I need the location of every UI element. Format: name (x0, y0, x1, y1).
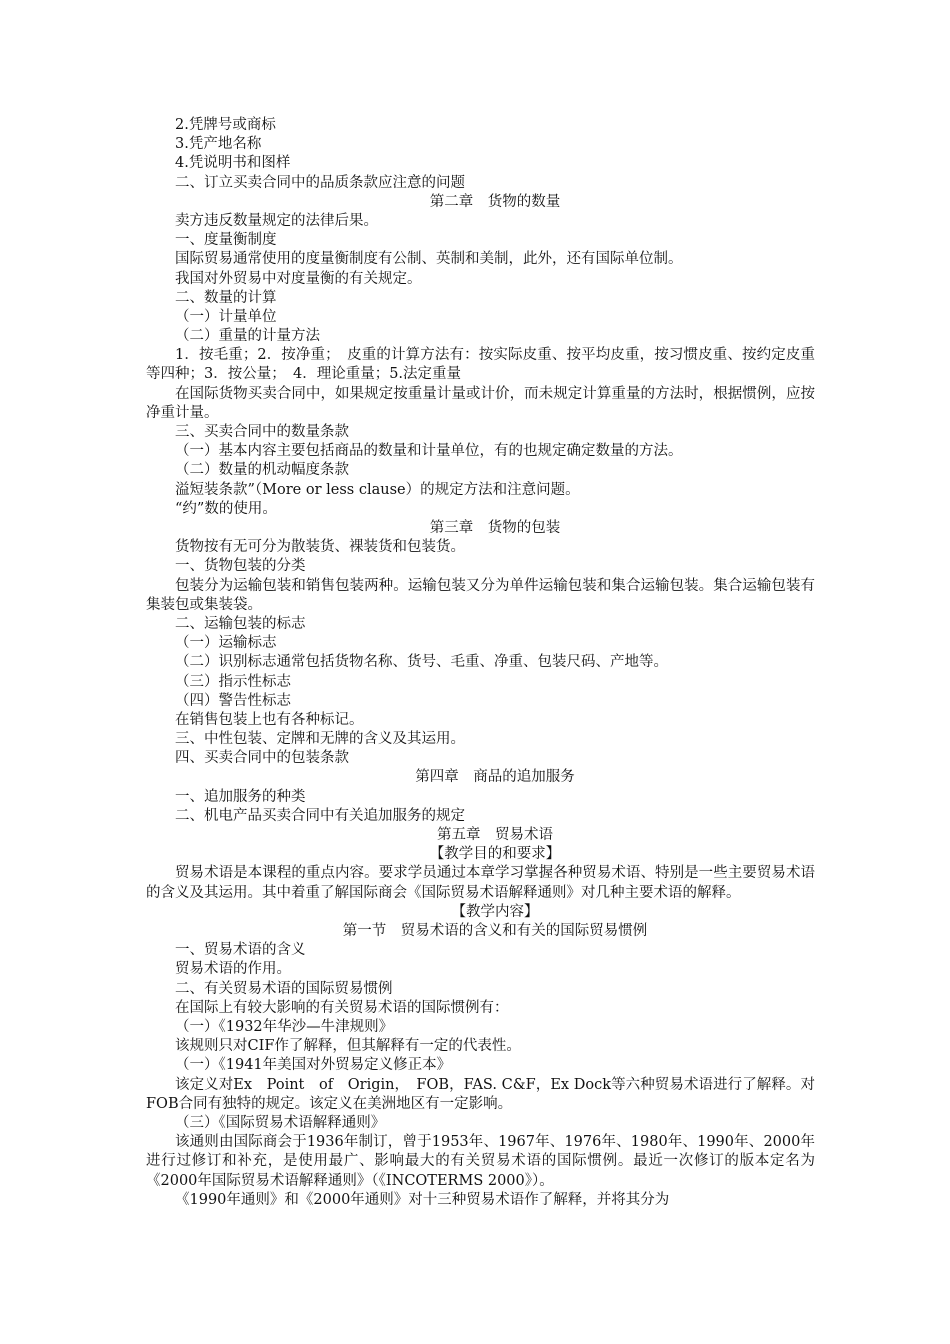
text-line: 3.凭产地名称 (175, 136, 262, 153)
text-line: （一）《1932年华沙—牛津规则》 (175, 1018, 394, 1035)
text-line: 一、度量衡制度 (175, 232, 277, 249)
heading-line: 第三章 货物的包装 (429, 520, 561, 536)
text-line: （一）运输标志 (175, 635, 277, 652)
text-line: 该通则由国际商会于1936年制订，曾于1953年、1967年、1976年、1980年、1990年、2000年进行过修订和补充，是使用最广、影响最大的有关贸易术语的国际惯例。最近一次修订的版本定名为《2000年国际贸易术语解释通则》（《INCOTERMS 2000》）。 (146, 1134, 815, 1189)
text-line: 4.凭说明书和图样 (175, 155, 291, 172)
text-line: 卖方违反数量规定的法律后果。 (175, 212, 378, 229)
heading-line: 第四章 商品的追加服务 (415, 769, 575, 786)
heading-line: 第一节 贸易术语的含义和有关的国际贸易惯例 (342, 923, 648, 939)
text-line: 溢短装条款”（More or less clause）的规定方法和注意问题。 (175, 481, 580, 498)
text-line: 一、货物包装的分类 (175, 558, 306, 575)
text-line: 货物按有无可分为散装货、裸装货和包装货。 (175, 539, 465, 556)
text-line: （二）重量的计量方法 (175, 328, 320, 345)
text-line: （一）计量单位 (175, 308, 277, 325)
text-line: 贸易术语是本课程的重点内容。要求学员通过本章学习掌握各种贸易术语、特别是一些主要贸易术语的含义及其运用。其中着重了解国际商会《国际贸易术语解释通则》对几种主要术语的解释。 (146, 865, 815, 901)
heading-line: 第五章 贸易术语 (437, 827, 553, 844)
text-line: （一）基本内容主要包括商品的数量和计量单位，有的也规定确定数量的方法。 (175, 443, 683, 460)
text-line: 2.凭牌号或商标 (175, 117, 276, 133)
text-line: 包装分为运输包装和销售包装两种。运输包装又分为单件运输包装和集合运输包装。集合运输包装有集装包或集装袋。 (146, 577, 815, 613)
text-line: 在国际货物买卖合同中，如果规定按重量计量或计价，而未规定计算重量的方法时，根据惯例，应按净重计量。 (146, 385, 815, 421)
text-line: 二、数量的计算 (175, 289, 277, 306)
text-line: （二）识别标志通常包括货物名称、货号、毛重、净重、包装尺码、产地等。 (175, 654, 668, 671)
text-line: 二、机电产品买卖合同中有关追加服务的规定 (175, 807, 465, 824)
text-line: 1．按毛重；2．按净重； 皮重的计算方法有：按实际皮重、按平均皮重，按习惯皮重、按约定皮重等四种；3．按公量； 4．理论重量；5.法定重量 (146, 347, 815, 383)
text-line: 在国际上有较大影响的有关贸易术语的国际惯例有： (175, 999, 509, 1016)
text-line: （三）《国际贸易术语解释通则》 (175, 1114, 386, 1131)
heading-line: 【教学内容】 (451, 903, 539, 920)
text-line: 一、贸易术语的含义 (175, 942, 306, 959)
text-line: （二）数量的机动幅度条款 (175, 462, 349, 479)
text-line: 在销售包装上也有各种标记。 (175, 711, 364, 728)
text-line: 国际贸易通常使用的度量衡制度有公制、英制和美制，此外，还有国际单位制。 (175, 251, 683, 268)
text-line: （一）《1941年美国对外贸易定义修正本》 (175, 1057, 452, 1074)
heading-line: 第二章 货物的数量 (429, 193, 561, 210)
text-line: “约”数的使用。 (175, 500, 277, 517)
text-line: 《1990年通则》和《2000年通则》对十三种贸易术语作了解释，并将其分为 (175, 1191, 670, 1208)
text-line: 二、运输包装的标志 (175, 615, 306, 632)
text-line: 该规则只对CIF作了解释，但其解释有一定的代表性。 (175, 1038, 521, 1055)
text-line: 三、买卖合同中的数量条款 (175, 424, 349, 441)
text-line: 四、买卖合同中的包装条款 (175, 750, 349, 767)
heading-line: 【教学目的和要求】 (429, 846, 561, 863)
text-line: 贸易术语的作用。 (175, 961, 291, 978)
text-line: 该定义对Ex Point of Origin， FOB，FAS. C&F，Ex Dock等六种贸易术语进行了解释。对FOB合同有独特的规定。该定义在美洲地区有一定影响。 (146, 1076, 815, 1112)
text-line: 二、订立买卖合同中的品质条款应注意的问题 (175, 174, 465, 191)
text-line: （三）指示性标志 (175, 673, 291, 690)
text-line: （四）警告性标志 (175, 692, 291, 709)
text-line: 一、追加服务的种类 (175, 788, 306, 805)
document-body (146, 116, 815, 1210)
text-line: 二、有关贸易术语的国际贸易惯例 (175, 980, 393, 997)
text-line: 三、中性包装、定牌和无牌的含义及其运用。 (175, 731, 465, 748)
text-line: 我国对外贸易中对度量衡的有关规定。 (175, 270, 422, 287)
